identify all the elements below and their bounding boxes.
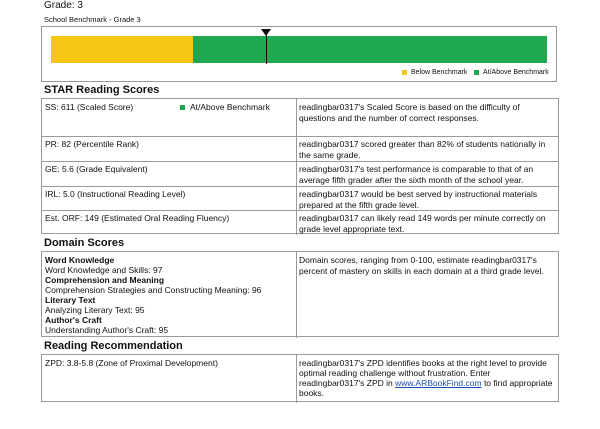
- score-label: IRL: 5.0 (Instructional Reading Level): [45, 189, 186, 199]
- domain-detail: Understanding Author's Craft: 95: [45, 325, 169, 335]
- domain-heading: Author's Craft: [45, 315, 102, 325]
- legend-swatch-above: [474, 70, 479, 75]
- recommendation-text-start: readingbar0317's ZPD identifies books at the right level to provide optimal reading challenge without frustration. Enter readingbar0317's ZPD in: [299, 358, 547, 388]
- table-row: [42, 136, 558, 162]
- above-benchmark-bar: [193, 36, 547, 63]
- legend-above-benchmark: [474, 69, 549, 76]
- score-marker-icon: [261, 29, 271, 36]
- recommendation-text: [299, 358, 557, 398]
- reading-recommendation-title: Reading Recommendation: [44, 340, 183, 352]
- zpd-label: ZPD: 3.8-5.8 (Zone of Proximal Development): [45, 358, 218, 368]
- score-label: PR: 82 (Percentile Rank): [45, 139, 140, 149]
- status-badge: [180, 102, 270, 112]
- domain-heading: Word Knowledge: [45, 255, 115, 265]
- benchmark-title: School Benchmark - Grade 3: [44, 15, 141, 24]
- score-description: readingbar0317's test performance is comparable to that of an average fifth grader after the sixth month of the school year.: [299, 164, 534, 185]
- domain-list: [45, 255, 261, 335]
- reading-recommendation-table: [41, 354, 559, 402]
- score-label: SS: 611 (Scaled Score): [45, 102, 134, 112]
- domain-detail: Word Knowledge and Skills: 97: [45, 265, 163, 275]
- below-benchmark-bar: [51, 36, 193, 63]
- grade-label: Grade: 3: [44, 0, 83, 11]
- table-row: [42, 210, 558, 235]
- column-divider: [296, 252, 297, 338]
- recommendation-text-end: to find appropriate books.: [299, 378, 553, 398]
- score-description: readingbar0317 scored greater than 82% of students nationally in the same grade.: [299, 139, 546, 160]
- domain-detail: Analyzing Literary Text: 95: [45, 305, 145, 315]
- domain-scores-table: [41, 251, 559, 337]
- table-row: [42, 161, 558, 187]
- domain-heading: Literary Text: [45, 295, 96, 305]
- column-divider: [296, 355, 297, 403]
- table-row: [42, 186, 558, 211]
- score-label: GE: 5.6 (Grade Equivalent): [45, 164, 148, 174]
- score-description: readingbar0317 can likely read 149 words per minute correctly on grade level appropriate text.: [299, 213, 546, 234]
- domain-heading: Comprehension and Meaning: [45, 275, 165, 285]
- legend-label-below: Below Benchmark: [411, 69, 468, 76]
- arbookfind-link[interactable]: www.ARBookFind.com: [395, 378, 482, 388]
- star-scores-table: [41, 98, 559, 234]
- table-row: [42, 99, 558, 136]
- legend-label-above: At/Above Benchmark: [483, 69, 549, 76]
- score-description: readingbar0317 would be best served by instructional materials prepared at the fifth grade level.: [299, 189, 538, 210]
- star-scores-title: STAR Reading Scores: [44, 84, 160, 96]
- status-swatch: [180, 105, 185, 110]
- domain-scores-title: Domain Scores: [44, 237, 125, 249]
- legend-below-benchmark: [402, 69, 467, 76]
- score-description: readingbar0317's Scaled Score is based on the difficulty of questions and the number of correct responses.: [299, 102, 520, 123]
- domain-detail: Comprehension Strategies and Constructing Meaning: 96: [45, 285, 262, 295]
- score-label: Est. ORF: 149 (Estimated Oral Reading Fluency): [45, 213, 230, 223]
- status-label: At/Above Benchmark: [190, 102, 270, 112]
- legend-swatch-below: [402, 70, 407, 75]
- domain-description: Domain scores, ranging from 0-100, estimate readingbar0317's percent of mastery on skills in each domain at a third grade level.: [299, 255, 544, 276]
